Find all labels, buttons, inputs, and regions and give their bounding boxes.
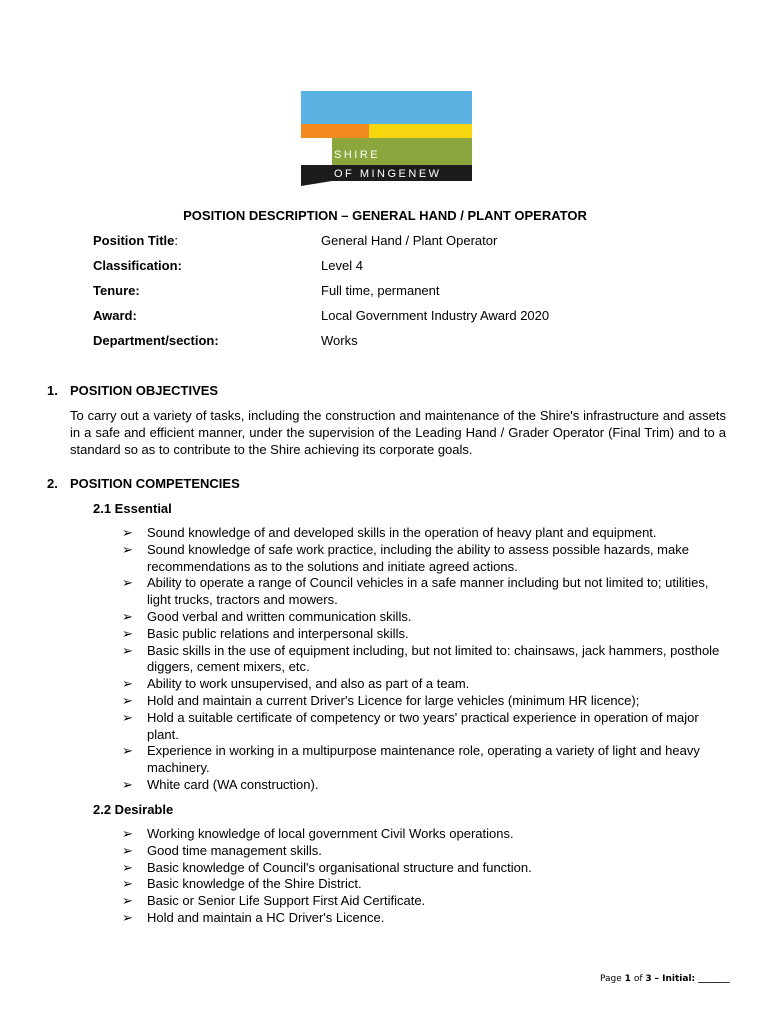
list-item xyxy=(122,693,732,710)
list-item-text: Ability to operate a range of Council vehicles in a safe manner including but not limited to; utilities, light trucks, tractors and mowers. xyxy=(147,575,709,608)
list-item xyxy=(122,860,732,877)
detail-label: Position Title: xyxy=(93,233,179,248)
list-item xyxy=(122,525,732,542)
section-1-title: POSITION OBJECTIVES xyxy=(70,383,219,398)
list-item xyxy=(122,609,732,626)
list-item xyxy=(122,843,732,860)
list-item xyxy=(122,542,732,576)
detail-row-classification xyxy=(93,258,733,276)
section-1-number: 1. xyxy=(47,383,58,398)
list-item xyxy=(122,777,732,794)
arrow-bullet-icon: ➢ xyxy=(122,743,133,759)
section-2-number: 2. xyxy=(47,476,58,491)
list-item-text: Hold and maintain a current Driver's Licence for large vehicles (minimum HR licence); xyxy=(147,692,640,708)
arrow-bullet-icon: ➢ xyxy=(122,876,133,892)
arrow-bullet-icon: ➢ xyxy=(122,859,133,875)
list-item xyxy=(122,676,732,693)
arrow-bullet-icon: ➢ xyxy=(122,692,133,708)
logo-line2: OF MINGENEW xyxy=(334,168,442,180)
detail-value: Works xyxy=(321,333,358,348)
list-item-text: White card (WA construction). xyxy=(147,776,319,792)
arrow-bullet-icon: ➢ xyxy=(122,842,133,858)
list-item-text: Sound knowledge of and developed skills in the operation of heavy plant and equipment. xyxy=(147,525,657,540)
detail-row-award xyxy=(93,308,733,326)
arrow-bullet-icon: ➢ xyxy=(122,608,133,624)
list-item-text: Experience in working in a multipurpose maintenance role, operating a variety of light and heavy machinery. xyxy=(147,743,700,776)
detail-row-department xyxy=(93,333,733,351)
list-item xyxy=(122,826,732,843)
detail-value: Level 4 xyxy=(321,258,363,273)
arrow-bullet-icon: ➢ xyxy=(122,625,133,641)
list-item xyxy=(122,910,732,927)
list-item xyxy=(122,575,732,609)
list-item xyxy=(122,876,732,893)
arrow-bullet-icon: ➢ xyxy=(122,642,133,658)
essential-heading: 2.1 Essential xyxy=(93,501,172,516)
list-item-text: Basic skills in the use of equipment including, but not limited to: chainsaws, jack hammers, posthole diggers, cement mixers, etc. xyxy=(147,642,720,675)
list-item-text: Good verbal and written communication skills. xyxy=(147,608,412,624)
section-2-title: POSITION COMPETENCIES xyxy=(70,476,240,491)
detail-label: Tenure: xyxy=(93,283,140,298)
desirable-list xyxy=(122,826,732,927)
list-item-text: Ability to work unsupervised, and also as part of a team. xyxy=(147,676,470,692)
section-1-text: To carry out a variety of tasks, including the construction and maintenance of the Shire's infrastructure and assets in a safe and efficient manner, under the supervision of the Leading Hand / Grader Operator (Final Trim) and to a standard so as to contribute to the Shire achieving its corporate goals. xyxy=(70,408,726,457)
detail-row-position-title xyxy=(93,233,733,251)
shire-of-mingenew-logo xyxy=(301,91,472,186)
list-item-text: Basic public relations and interpersonal skills. xyxy=(147,625,409,641)
detail-label: Award: xyxy=(93,308,137,323)
arrow-bullet-icon: ➢ xyxy=(122,709,133,725)
list-item-text: Good time management skills. xyxy=(147,842,322,858)
detail-label: Department/section: xyxy=(93,333,219,348)
detail-row-tenure xyxy=(93,283,733,301)
detail-value: General Hand / Plant Operator xyxy=(321,233,498,248)
list-item xyxy=(122,893,732,910)
logo-line1: SHIRE xyxy=(334,149,381,161)
essential-list xyxy=(122,525,732,794)
arrow-bullet-icon: ➢ xyxy=(122,909,133,925)
arrow-bullet-icon: ➢ xyxy=(122,893,133,909)
page-footer: Page 1 of 3 – Initial: _______ xyxy=(600,974,730,984)
arrow-bullet-icon: ➢ xyxy=(122,541,133,557)
list-item-text: Hold and maintain a HC Driver's Licence. xyxy=(147,909,385,925)
document-title: POSITION DESCRIPTION – GENERAL HAND / PLANT OPERATOR xyxy=(183,208,587,223)
list-item xyxy=(122,743,732,777)
list-item-text: Working knowledge of local government Civil Works operations. xyxy=(147,826,514,841)
list-item-text: Basic knowledge of Council's organisational structure and function. xyxy=(147,859,532,875)
arrow-bullet-icon: ➢ xyxy=(122,676,133,692)
list-item-text: Sound knowledge of safe work practice, including the ability to assess possible hazards, make recommendations as to the solutions and initiate agreed actions. xyxy=(147,541,689,574)
detail-value: Full time, permanent xyxy=(321,283,440,298)
detail-value: Local Government Industry Award 2020 xyxy=(321,308,550,323)
list-item-text: Basic knowledge of the Shire District. xyxy=(147,876,362,892)
detail-label: Classification: xyxy=(93,258,182,273)
list-item xyxy=(122,643,732,677)
arrow-bullet-icon: ➢ xyxy=(122,776,133,792)
list-item xyxy=(122,626,732,643)
arrow-bullet-icon: ➢ xyxy=(122,575,133,591)
arrow-bullet-icon: ➢ xyxy=(122,525,133,540)
arrow-bullet-icon: ➢ xyxy=(122,826,133,841)
desirable-heading: 2.2 Desirable xyxy=(93,802,174,817)
list-item-text: Basic or Senior Life Support First Aid Certificate. xyxy=(147,893,426,909)
list-item-text: Hold a suitable certificate of competency or two years' practical experience in operation of major plant. xyxy=(147,709,699,742)
list-item xyxy=(122,710,732,744)
